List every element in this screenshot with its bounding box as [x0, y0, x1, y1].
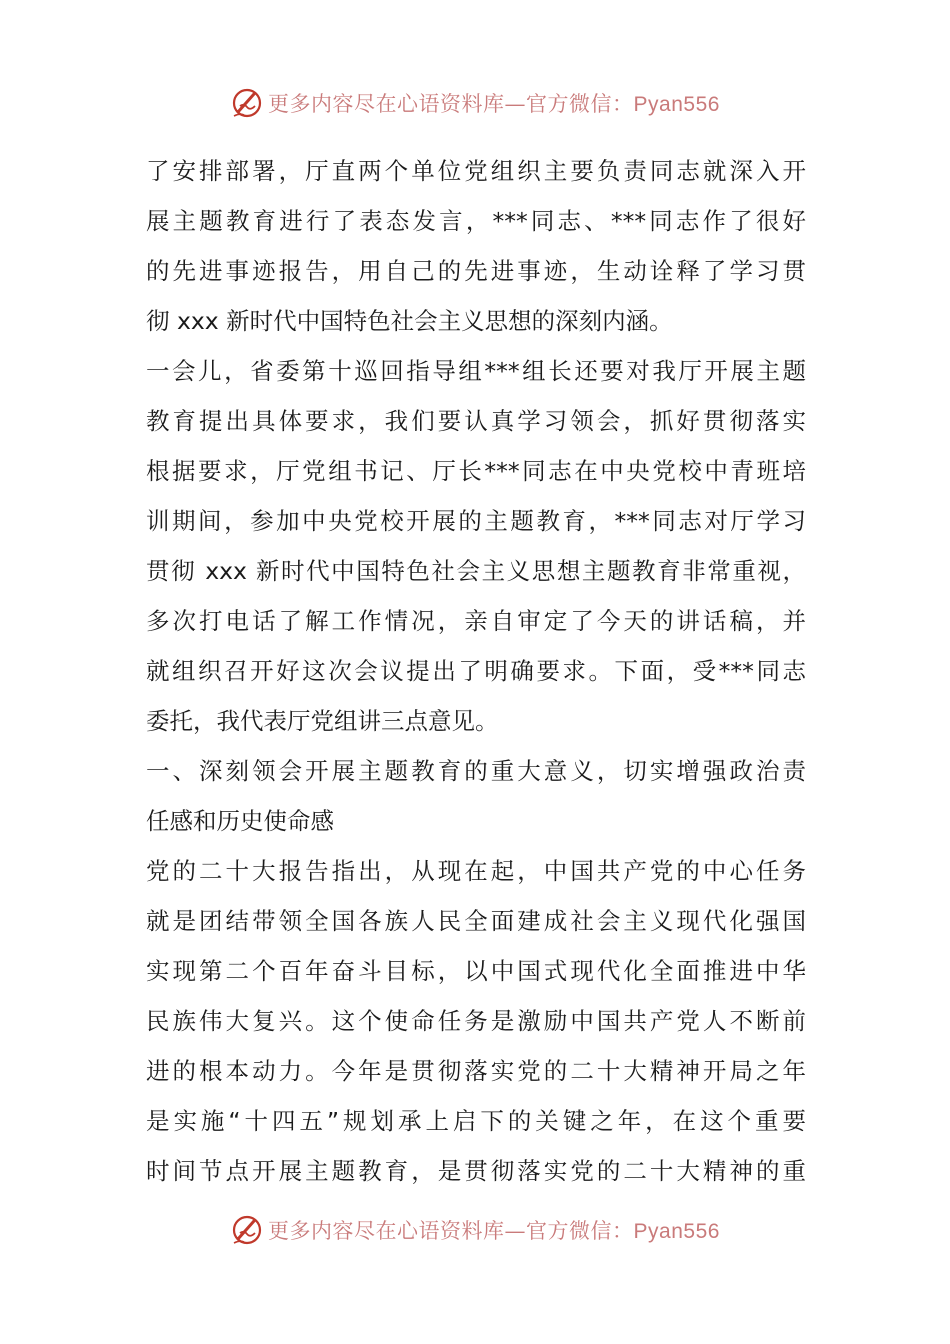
- section-heading-line: 一、深刻领会开展主题教育的重大意义，切实增强政治责: [146, 757, 806, 785]
- footer-watermark-handle: Pyan556: [633, 1220, 720, 1243]
- body-line: 的先进事迹报告，用自己的先进事迹，生动诠释了学习贯: [146, 257, 806, 285]
- document-body: [146, 146, 806, 1196]
- body-line: 根据要求，厅党组书记、厅长***同志在中央党校中青班培: [146, 457, 806, 485]
- body-line: 时间节点开展主题教育，是贯彻落实党的二十大精神的重: [146, 1157, 806, 1185]
- header-watermark: [0, 83, 950, 123]
- body-line: 训期间，参加中央党校开展的主题教育，***同志对厅学习: [146, 507, 806, 535]
- pen-circle-logo-icon: [230, 86, 264, 120]
- body-line: 就是团结带领全国各族人民全面建成社会主义现代化强国: [146, 907, 806, 935]
- body-line: 实现第二个百年奋斗目标，以中国式现代化全面推进中华: [146, 957, 806, 985]
- body-line: 民族伟大复兴。这个使命任务是激励中国共产党人不断前: [146, 1007, 806, 1035]
- body-line: 多次打电话了解工作情况，亲自审定了今天的讲话稿，并: [146, 607, 806, 635]
- body-line: 彻 xxx 新时代中国特色社会主义思想的深刻内涵。: [146, 307, 673, 335]
- body-line: 展主题教育进行了表态发言，***同志、***同志作了很好: [146, 207, 806, 235]
- body-line: 是实施“十四五”规划承上启下的关键之年，在这个重要: [146, 1107, 806, 1135]
- body-line: 贯彻 xxx 新时代中国特色社会主义思想主题教育非常重视，: [146, 557, 806, 585]
- section-heading-line: 任感和历史使命感: [146, 807, 334, 835]
- footer-watermark: [0, 1210, 950, 1250]
- body-line: 就组织召开好这次会议提出了明确要求。下面，受***同志: [146, 657, 806, 685]
- body-line: 了安排部署，厅直两个单位党组织主要负责同志就深入开: [146, 157, 806, 185]
- footer-watermark-text: 更多内容尽在心语资料库—官方微信：Pyan556: [268, 1219, 720, 1243]
- body-line: 进的根本动力。今年是贯彻落实党的二十大精神开局之年: [146, 1057, 806, 1085]
- header-watermark-text: 更多内容尽在心语资料库—官方微信：Pyan556: [268, 92, 720, 116]
- body-line: 一会儿，省委第十巡回指导组***组长还要对我厅开展主题: [146, 357, 806, 385]
- pen-circle-logo-icon: [230, 1213, 264, 1247]
- body-line: 委托，我代表厅党组讲三点意见。: [146, 707, 499, 735]
- body-line: 党的二十大报告指出，从现在起，中国共产党的中心任务: [146, 857, 806, 885]
- header-watermark-handle: Pyan556: [633, 93, 720, 116]
- body-line: 教育提出具体要求，我们要认真学习领会，抓好贯彻落实: [146, 407, 806, 435]
